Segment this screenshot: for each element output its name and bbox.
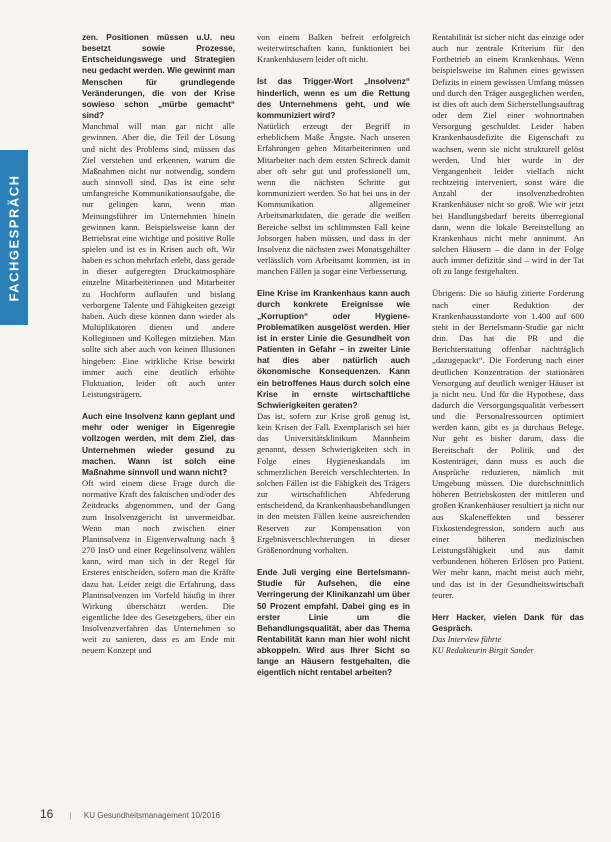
article-column-1	[82, 32, 235, 668]
footer-separator: |	[69, 811, 72, 820]
interview-question: Ist das Trigger-Wort „Insolvenz“ hinderlich, wenn es um die Rettung des Unternehmens geht, und wie kommuniziert wird?	[257, 76, 410, 120]
answer-paragraph: Natürlich erzeugt der Begriff in erheblichem Maße Ängste. Nach unseren Erfahrungen gehen Mitarbeiterinnen und Mitarbeiter nach dem ersten Schreck damit aber oft sehr gut und professionell um, wenn die nächsten Schritte gut kommuniziert werden. So hat bei uns in der Kommunikation allgemeiner Arbeitsmarktdaten, die gerade die weißen Bereiche selbst im schlimmsten Fall keine Jobsorgen haben müssen, und dass in der Insolvenz die nächsten zwei Monatsgehälter verlässlich vom Arbeitsamt kommen, ist in manchen Fällen ja sogar eine Verbesserung.	[257, 121, 410, 277]
interview-question: Auch eine Insolvenz kann geplant und mehr oder weniger in Eigenregie vollzogen werden, mit dem Ziel, das Unternehmen wieder gesund zu machen. Wann ist solch eine Maßnahme sinnvoll und wann nicht?	[82, 411, 235, 477]
interview-question: Eine Krise im Krankenhaus kann auch durch konkrete Ereignisse wie „Korruption“ oder Hygiene-Problematiken ausgelöst werden. Hier ist in erster Linie die Gesundheit von Patienten in Gefahr – in zweiter Linie hat dies aber natürlich auch ökonomische Konsequenzen. Kann ein betroffenes Haus durch solch eine Krise in ernste wirtschaftliche Schwierigkeiten geraten?	[257, 288, 410, 410]
section-tab-label: FACHGESPRÄCH	[6, 173, 22, 302]
byline: Das Interview führte	[432, 635, 502, 645]
page-footer	[40, 807, 220, 821]
answer-paragraph: Manchmal will man gar nicht alle gewinnen. Aber die, die Teil der Lösung und nicht des Problems sind, müssen das Ziel verstehen und erkennen, warum die Maßnahmen nicht nur notwendig, sondern auch sinnvoll sind. Das ist eine sehr umfangreiche Kommunikationsaufgabe, die nur gelingen kann, wenn man Meinungsführer im Unternehmen hinein gewinnen kann. Beispielsweise kann der Betriebsrat eine wichtige und positive Rolle spielen und ist es in Krisen auch oft. Wir haben es schon mehrfach erlebt, dass gerade in dieser aufgeregten Druckatmosphäre einzelne Mitarbeiterinnen und Mitarbeiter zu Hochform auflaufen und bislang verborgene Talente und Fähigkeiten gezeigt haben. Auch diese können dann wieder als Multiplikatoren dienen und andere Kolleginnen und Kollegen mitziehen. Man sollte sich aber auch von keinen Illusionen hingeben: Eine wirkliche Krise bewirkt immer auch eine deutlich erhöhte Fluktuation, leider oft auch unter Leistungsträgern.	[82, 121, 235, 399]
answer-paragraph: Übrigens: Die so häufig zitierte Forderung nach einer Reduktion der Krankenhausstandorte von 1.400 auf 600 steht in der Bertelsmann-Studie gar nicht drin. Das hat die PR und die Berichterstattung offenbar nachträglich „dazugepackt“. Die Forderung nach einer deutlichen Konzentration der stationären Versorgung auf deutlich weniger Häuser ist ja nicht neu. Und für die Hypothese, dass dadurch die Versorgungsqualität verbessert und die Personalressourcen optimiert werden kann, gibt es ja durchaus Belege. Nur geht es bisher darum, dass die Bereitschaft der Politik und der Kostenträger, dann muss es auch die Ansprüche reduzieren, nämlich mit Umgebung müssen. Die durchschnittlich höheren Betriebskosten der mittleren und großen Krankenhäuser resultiert ja nicht nur aus Skaleneffekten und besserer Fixkostendegression, sondern auch aus einer höheren medizinischen Leistungsfähigkeit und aus damit verbundenen höheren Erlösen pro Patient. Wer mehr kann, macht meist auch mehr, und das ist in der Gesundheitswirtschaft teurer.	[432, 288, 585, 600]
interview-question: Herr Hacker, vielen Dank für das Gespräch.	[432, 611, 584, 633]
interview-question: Ende Juli verging eine Bertelsmann-Studie für Aufsehen, die eine Verringerung der Klinikanzahl um über 50 Prozent empfahl. Dabei ging es in erster Linie um die Behandlungsqualität, aber das Thema Rentabilität kann man hier wohl nicht abkoppeln. Wird aus Ihrer Sicht so lange an Häusern festgehalten, die eigentlich nicht rentabel arbeiten?	[257, 567, 410, 678]
byline: KU Redakteurin Birgit Sander	[432, 646, 534, 656]
answer-paragraph: Rentabilität ist sicher nicht das einzige oder auch nur zentrale Kriterium für den Fortbetrieb an einem Krankenhaus. Wenn beispielsweise im Rahmen eines gewissen Defizits in einem gewissen Umfang müssen und durch den Träger ausgeglichen werden, ist dies oft auch dem Sicherstellungsauftrag oder dem Ziel einer wohnortnahen Versorgung geschuldet. Leider haben Krankenhausdefizite die Eigenschaft zu wachsen, wenn sie nicht strukturell gelöst werden. Und hier wurde in der Vergangenheit leider vielfach nicht rechtzeitig interveniert, sonst wäre die Anzahl der insolvenzbedrohten Krankenhäuser nicht so groß. Wie wir jetzt bei Handlungsbedarf bereits überregional dann, wenn die lokale Bereitstellung an Krankenhaus nicht mehr annimmt. An solchen Häusern – die dann in der Folge auch immer defizitär sind – wird in der Tat oft zu lange festgehalten.	[432, 32, 584, 277]
interview-question: zen. Positionen müssen u.U. neu besetzt sowie Prozesse, Entscheidungswege und Strategien neu gedacht werden. Wie gewinnt man Menschen für grundlegende Veränderungen, die von der Krise sowieso schon „mürbe gemacht“ sind?	[82, 32, 235, 121]
answer-paragraph: Das ist, sofern zur Krise groß genug ist, kein Krisen der Fall. Exemplarisch sei hier das Universitätsklinikum Mannheim genannt, dessen Schwierigkeiten sich in Folge eines Hygieneskandals im schmerzlichen Bereich verschlechterten. In solchen Fällen ist die Fähigkeit des Trägers zur wirtschaftlichen Abfederung entscheidend, da Krankenhausbehandlungen in den meisten Fällen keine ausreichenden Reserven zur Kompensation von Ergebnisverschlechterungen in dieser Größenordnung vorhalten.	[257, 411, 410, 555]
answer-paragraph: von einem Balken befreit erfolgreich weiterwirtschaften kann, funktioniert bei Krankenhäusern leider oft nicht.	[257, 32, 410, 65]
journal-name: KU Gesundheitsmanagement 10/2016	[83, 811, 220, 820]
article-column-2	[257, 32, 410, 679]
page-number: 16	[40, 807, 54, 821]
article-column-3	[432, 32, 584, 656]
answer-paragraph: Oft wird einem diese Frage durch die normative Kraft des faktischen und/oder des Zeitdrucks abgenommen, und der Gang zum Insolvenzgericht ist unvermeidbar. Wenn man noch zwischen einer Planinsolvenz in Eigenverwaltung nach § 270 InsO und einer Regelinsolvenz wählen kann, wird man sich in der Regel für Ersteres entscheiden, sofern man die Kräfte dazu hat. Leider zeigt die Erfahrung, dass Planinsolvenzen im Vorfeld häufig in ihrer Wirkung überschätzt werden. Die eigentliche Idee des Gesetzgebers, über ein Insolvenzverfahren das Unternehmen so weit zu sanieren, dass es am Ende mit neuem Konzept und	[82, 478, 235, 656]
section-tab	[0, 150, 28, 325]
